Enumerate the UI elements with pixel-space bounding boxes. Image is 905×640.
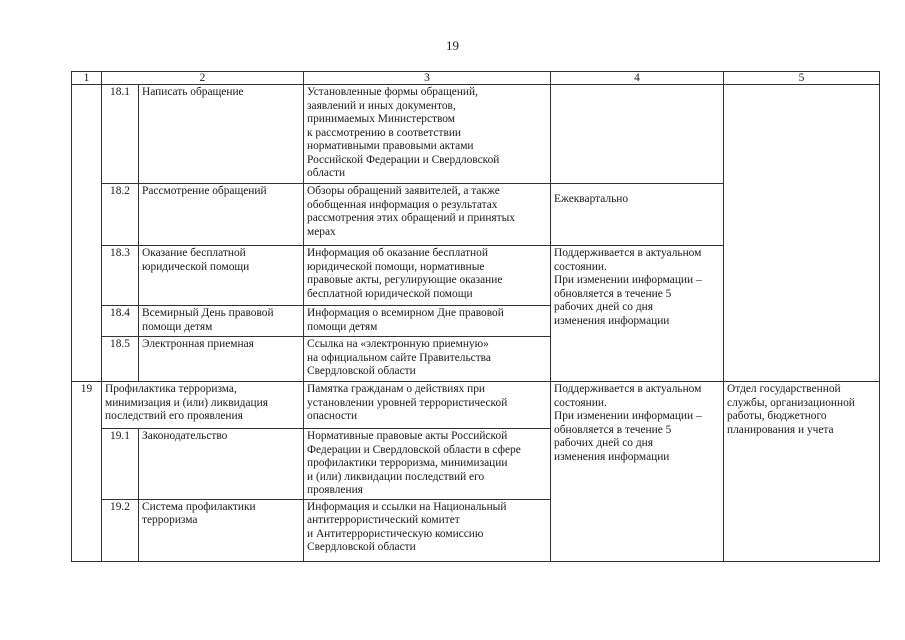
section-18-responsible-cell xyxy=(724,85,880,382)
row-number: 19.2 xyxy=(102,499,139,561)
row-number: 18.5 xyxy=(102,337,139,382)
table-row xyxy=(72,85,880,184)
page-number: 19 xyxy=(446,38,459,53)
row-info: Обзоры обращений заявителей, а также обобщенная информация о результатах рассмотрения этих обращений и принятых мерах xyxy=(304,184,551,246)
section-title: Профилактика терроризма, минимизация и (или) ликвидация последствий его проявления xyxy=(102,382,304,429)
header-col-3: 3 xyxy=(304,72,551,85)
header-row xyxy=(72,72,880,85)
row-title: Рассмотрение обращений xyxy=(139,184,304,246)
row-period xyxy=(551,85,724,184)
row-info: Информация и ссылки на Национальный антитеррористический комитет и Антитеррористическую комиссию Свердловской области xyxy=(304,499,551,561)
row-title: Законодательство xyxy=(139,429,304,500)
row-number: 18.3 xyxy=(102,246,139,306)
row-number: 18.4 xyxy=(102,306,139,337)
row-period: Ежеквартально xyxy=(551,184,724,246)
section-number: 19 xyxy=(72,382,102,562)
row-title: Система профилактики терроризма xyxy=(139,499,304,561)
row-title: Всемирный День правовой помощи детям xyxy=(139,306,304,337)
row-number: 19.1 xyxy=(102,429,139,500)
information-table xyxy=(71,71,880,562)
row-period-merged: Поддерживается в актуальном состоянии. При изменении информации – обновляется в течение 5 рабочих дней со дня изменения информации xyxy=(551,246,724,382)
section-period: Поддерживается в актуальном состоянии. При изменении информации – обновляется в течение 5 рабочих дней со дня изменения информации xyxy=(551,382,724,562)
row-title: Электронная приемная xyxy=(139,337,304,382)
section-row xyxy=(72,382,880,429)
header-col-5: 5 xyxy=(724,72,880,85)
row-title: Оказание бесплатной юридической помощи xyxy=(139,246,304,306)
header-col-4: 4 xyxy=(551,72,724,85)
section-info: Памятка гражданам о действиях при установлении уровней террористической опасности xyxy=(304,382,551,429)
row-number: 18.2 xyxy=(102,184,139,246)
row-info: Ссылка на «электронную приемную» на официальном сайте Правительства Свердловской области xyxy=(304,337,551,382)
row-info: Нормативные правовые акты Российской Федерации и Свердловской области в сфере профилактики терроризма, минимизации и (или) ликвидации последствий его проявления xyxy=(304,429,551,500)
row-info: Информация о всемирном Дне правовой помощи детям xyxy=(304,306,551,337)
row-number: 18.1 xyxy=(102,85,139,184)
row-info: Информация об оказание бесплатной юридической помощи, нормативные правовые акты, регулирующие оказание бесплатной юридической помощи xyxy=(304,246,551,306)
section-18-number-cell xyxy=(72,85,102,382)
row-info: Установленные формы обращений, заявлений и иных документов, принимаемых Министерством к рассмотрению в соответствии нормативными правовыми актами Российской Федерации и Свердловской области xyxy=(304,85,551,184)
row-title: Написать обращение xyxy=(139,85,304,184)
header-col-2: 2 xyxy=(102,72,304,85)
header-col-1: 1 xyxy=(72,72,102,85)
section-responsible: Отдел государственной службы, организационной работы, бюджетного планирования и учета xyxy=(724,382,880,562)
